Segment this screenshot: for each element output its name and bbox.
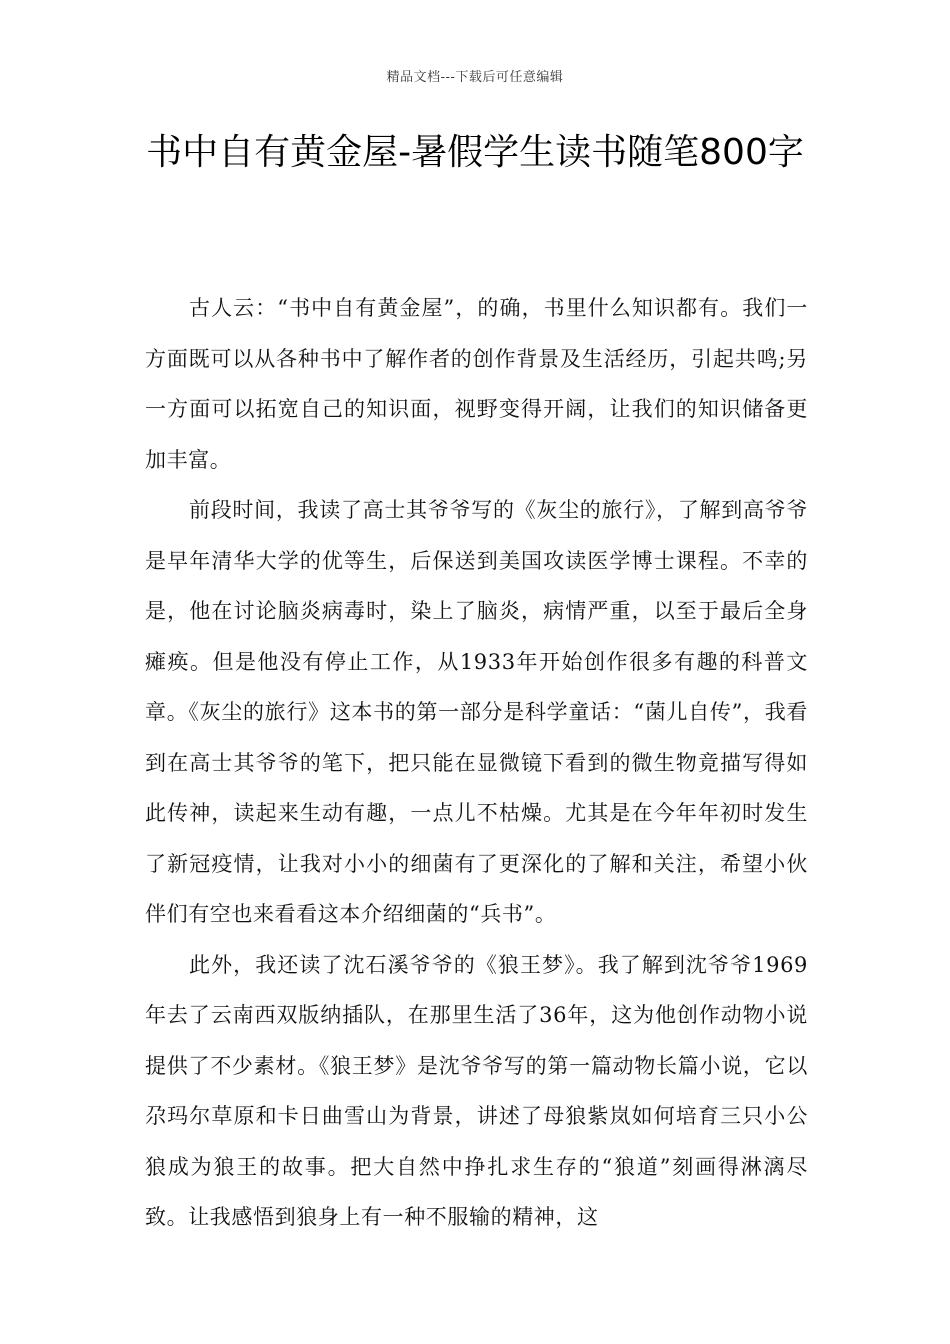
document-body [145,283,808,1243]
header-note: 精品文档---下载后可任意编辑 [386,70,564,85]
paragraph-3: 此外，我还读了沈石溪爷爷的《狼王梦》。我了解到沈爷爷1969年去了云南西双版纳插队，在那里生活了36年，这为他创作动物小说提供了不少素材。《狼王梦》是沈爷爷写的第一篇动物长篇小说，它以尕玛尔草原和卡日曲雪山为背景，讲述了母狼紫岚如何培育三只小公狼成为狼王的故事。把大自然中挣扎求生存的“狼道”刻画得淋漓尽致。让我感悟到狼身上有一种不服输的精神，这 [145,952,808,1229]
paragraph-1: 古人云：“书中自有黄金屋”，的确，书里什么知识都有。我们一方面既可以从各种书中了解作者的创作背景及生活经历，引起共鸣;另一方面可以拓宽自己的知识面，视野变得开阔，让我们的知识储备更加丰富。 [145,296,808,472]
paragraph-2: 前段时间，我读了高士其爷爷写的《灰尘的旅行》，了解到高爷爷是早年清华大学的优等生，后保送到美国攻读医学博士课程。不幸的是，他在讨论脑炎病毒时，染上了脑炎，病情严重，以至于最后全身瘫痪。但是他没有停止工作，从1933年开始创作很多有趣的科普文章。《灰尘的旅行》这本书的第一部分是科学童话：“菌儿自传”，我看到在高士其爷爷的笔下，把只能在显微镜下看到的微生物竟描写得如此传神，读起来生动有趣，一点儿不枯燥。尤其是在今年年初时发生了新冠疫情，让我对小小的细菌有了更深化的了解和关注，希望小伙伴们有空也来看看这本介绍细菌的“兵书”。 [145,498,808,926]
document-title: 书中自有黄金屋-暑假学生读书随笔800字 [146,132,804,173]
